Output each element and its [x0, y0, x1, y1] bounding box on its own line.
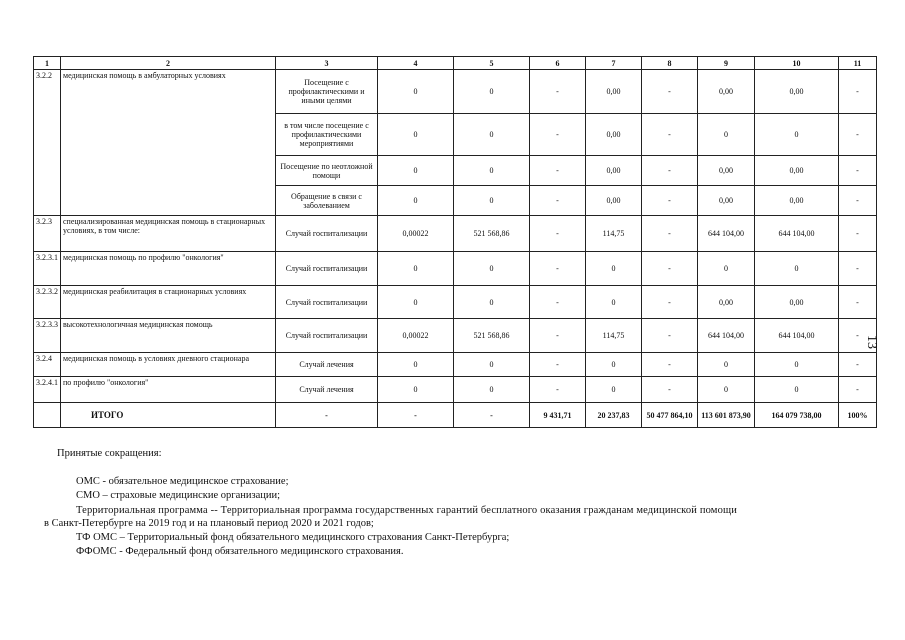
table-row [34, 252, 877, 286]
cell-col10: 0 [755, 377, 839, 403]
total-col10: 164 079 738,00 [755, 403, 839, 428]
row-name: специализированная медицинская помощь в стационарных условиях, в том числе: [61, 216, 276, 252]
cell-col5: 0 [454, 186, 530, 216]
row-unit: в том числе посещение с профилактическими мероприятиями [276, 114, 378, 156]
cell-col11: - [839, 70, 877, 114]
header-cell: 1 [34, 57, 61, 70]
cell-col8: - [642, 114, 698, 156]
note-oms: ОМС - обязательное медицинское страхование; [76, 476, 289, 487]
cell-col10: 0,00 [755, 186, 839, 216]
cell-col5: 521 568,86 [454, 319, 530, 353]
cell-col10: 0 [755, 114, 839, 156]
cell-col7: 114,75 [586, 319, 642, 353]
total-col3: - [276, 403, 378, 428]
notes-heading: Принятые сокращения: [57, 448, 162, 459]
cell-col11: - [839, 353, 877, 377]
cell-col8: - [642, 70, 698, 114]
note-tp-line1: Территориальная программа -- Территориальная программа государственных гарантий бесплатного оказания гражданам медицинской помощи [76, 505, 738, 516]
total-col8: 50 477 864,10 [642, 403, 698, 428]
cell-col8: - [642, 377, 698, 403]
row-unit: Случай лечения [276, 353, 378, 377]
cell-col8: - [642, 353, 698, 377]
header-cell: 7 [586, 57, 642, 70]
cell-col4: 0 [378, 286, 454, 319]
cell-col9: 0 [698, 377, 755, 403]
cell-col5: 0 [454, 286, 530, 319]
total-col5: - [454, 403, 530, 428]
row-unit: Случай госпитализации [276, 286, 378, 319]
header-cell: 10 [755, 57, 839, 70]
table-row [34, 353, 877, 377]
cell-col6: - [530, 377, 586, 403]
cell-col6: - [530, 156, 586, 186]
cell-col11: - [839, 286, 877, 319]
cell-col4: 0 [378, 252, 454, 286]
cell-col6: - [530, 114, 586, 156]
table-body [34, 57, 877, 428]
header-cell: 9 [698, 57, 755, 70]
table-row [34, 216, 877, 252]
data-table [33, 56, 877, 428]
cell-col6: - [530, 353, 586, 377]
cell-col4: 0 [378, 353, 454, 377]
row-name: медицинская реабилитация в стационарных условиях [61, 286, 276, 319]
cell-col4: 0 [378, 70, 454, 114]
row-unit: Случай госпитализации [276, 216, 378, 252]
header-cell: 3 [276, 57, 378, 70]
cell-col9: 644 104,00 [698, 319, 755, 353]
row-unit: Случай лечения [276, 377, 378, 403]
cell-col8: - [642, 286, 698, 319]
cell-col5: 0 [454, 70, 530, 114]
cell-col8: - [642, 156, 698, 186]
cell-col7: 0 [586, 353, 642, 377]
row-unit: Случай госпитализации [276, 252, 378, 286]
cell-col9: 0,00 [698, 70, 755, 114]
header-cell: 2 [61, 57, 276, 70]
cell-col10: 644 104,00 [755, 319, 839, 353]
table-header-row [34, 57, 877, 70]
cell-col7: 0,00 [586, 186, 642, 216]
note-smo: СМО – страховые медицинские организации; [76, 490, 281, 501]
cell-col10: 644 104,00 [755, 216, 839, 252]
cell-col6: - [530, 286, 586, 319]
row-unit: Посещение с профилактическими и иными целями [276, 70, 378, 114]
cell-col5: 0 [454, 114, 530, 156]
cell-col9: 644 104,00 [698, 216, 755, 252]
cell-col5: 521 568,86 [454, 216, 530, 252]
header-cell: 4 [378, 57, 454, 70]
table-row [34, 377, 877, 403]
cell-col10: 0 [755, 353, 839, 377]
total-row [34, 403, 877, 428]
cell-col5: 0 [454, 252, 530, 286]
page-number: 13 [864, 335, 879, 349]
cell-col7: 0 [586, 252, 642, 286]
cell-col5: 0 [454, 377, 530, 403]
cell-col4: 0 [378, 114, 454, 156]
cell-col9: 0 [698, 252, 755, 286]
note-tfoms: ТФ ОМС – Территориальный фонд обязательного медицинского страхования Санкт-Петербурга; [76, 532, 510, 543]
table-row [34, 286, 877, 319]
row-code: 3.2.3.1 [34, 252, 61, 286]
cell-col5: 0 [454, 353, 530, 377]
cell-col7: 0,00 [586, 156, 642, 186]
row-unit: Посещение по неотложной помощи [276, 156, 378, 186]
cell-col9: 0,00 [698, 286, 755, 319]
cell-col8: - [642, 186, 698, 216]
total-label: ИТОГО [61, 403, 276, 428]
total-col6: 9 431,71 [530, 403, 586, 428]
cell-col11: - [839, 216, 877, 252]
cell-col7: 0 [586, 377, 642, 403]
note-tp-line2: в Санкт-Петербурге на 2019 год и на плановый период 2020 и 2021 годов; [44, 518, 374, 529]
total-col4: - [378, 403, 454, 428]
cell-col7: 0,00 [586, 114, 642, 156]
row-name: медицинская помощь по профилю "онкология" [61, 252, 276, 286]
row-name: по профилю "онкология" [61, 377, 276, 403]
cell-col9: 0 [698, 114, 755, 156]
cell-col4: 0,00022 [378, 319, 454, 353]
header-cell: 5 [454, 57, 530, 70]
cell-col8: - [642, 216, 698, 252]
cell-col9: 0,00 [698, 156, 755, 186]
row-name: медицинская помощь в условиях дневного стационара [61, 353, 276, 377]
cell-col7: 0 [586, 286, 642, 319]
row-name: высокотехнологичная медицинская помощь [61, 319, 276, 353]
row-code: 3.2.2 [34, 70, 61, 216]
cell-col6: - [530, 186, 586, 216]
cell-col11: - [839, 186, 877, 216]
cell-col11: - [839, 319, 877, 353]
cell-col10: 0,00 [755, 286, 839, 319]
header-cell: 11 [839, 57, 877, 70]
cell-col9: 0,00 [698, 186, 755, 216]
total-col7: 20 237,83 [586, 403, 642, 428]
cell-col6: - [530, 70, 586, 114]
row-unit: Обращение в связи с заболеванием [276, 186, 378, 216]
cell-col11: - [839, 156, 877, 186]
cell-col10: 0,00 [755, 70, 839, 114]
cell-col6: - [530, 216, 586, 252]
total-empty-cell [34, 403, 61, 428]
cell-col8: - [642, 319, 698, 353]
row-code: 3.2.3.3 [34, 319, 61, 353]
cell-col4: 0,00022 [378, 216, 454, 252]
cell-col5: 0 [454, 156, 530, 186]
note-ffoms: ФФОМС - Федеральный фонд обязательного медицинского страхования. [76, 546, 404, 557]
cell-col10: 0 [755, 252, 839, 286]
row-unit: Случай госпитализации [276, 319, 378, 353]
cell-col7: 114,75 [586, 216, 642, 252]
cell-col10: 0,00 [755, 156, 839, 186]
cell-col6: - [530, 319, 586, 353]
cell-col9: 0 [698, 353, 755, 377]
row-code: 3.2.3.2 [34, 286, 61, 319]
cell-col7: 0,00 [586, 70, 642, 114]
total-col11: 100% [839, 403, 877, 428]
cell-col4: 0 [378, 186, 454, 216]
row-code: 3.2.3 [34, 216, 61, 252]
table-row [34, 319, 877, 353]
cell-col11: - [839, 114, 877, 156]
cell-col8: - [642, 252, 698, 286]
row-name: медицинская помощь в амбулаторных условиях [61, 70, 276, 216]
header-cell: 8 [642, 57, 698, 70]
cell-col4: 0 [378, 156, 454, 186]
cell-col4: 0 [378, 377, 454, 403]
row-code: 3.2.4.1 [34, 377, 61, 403]
header-cell: 6 [530, 57, 586, 70]
cell-col11: - [839, 252, 877, 286]
row-code: 3.2.4 [34, 353, 61, 377]
total-col9: 113 601 873,90 [698, 403, 755, 428]
table-row [34, 70, 877, 114]
cell-col11: - [839, 377, 877, 403]
cell-col6: - [530, 252, 586, 286]
